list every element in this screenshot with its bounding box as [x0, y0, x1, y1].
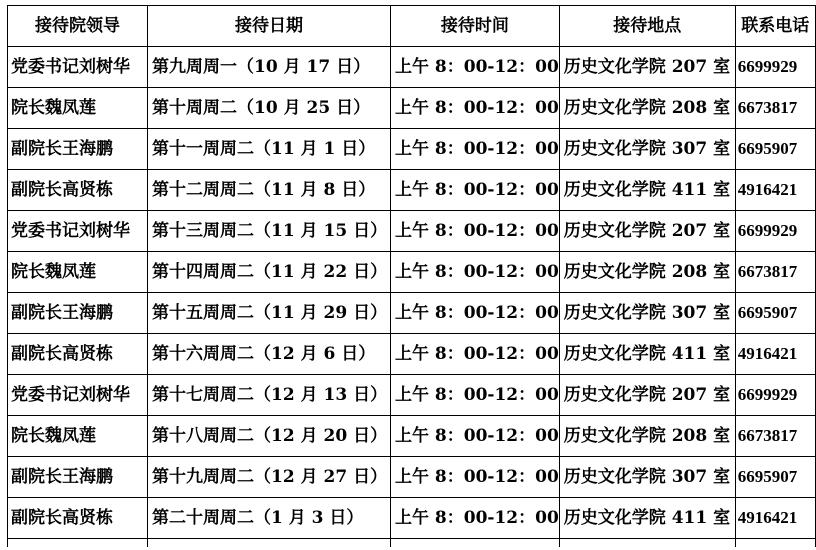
cell-place: 历史文化学院 307 室	[559, 457, 735, 498]
table-row	[8, 498, 816, 539]
cell-phone: 4916421	[735, 498, 815, 539]
cell-time: 上午 8：00-12：00	[391, 416, 560, 457]
header-phone: 联系电话	[735, 6, 815, 47]
cell-place: 历史文化学院 207 室	[559, 211, 735, 252]
cell-leader: 副院长高贤栋	[8, 170, 148, 211]
cell-place: 历史文化学院 307 室	[559, 293, 735, 334]
cell-date: 第十周周二（10 月 25 日）	[148, 88, 391, 129]
cell-date: 第十七周周二（12 月 13 日）	[148, 375, 391, 416]
cell-place: 历史文化学院 411 室	[559, 170, 735, 211]
cell-time: 上午 8：00-12：00	[391, 293, 560, 334]
cell-place: 历史文化学院 411 室	[559, 334, 735, 375]
cutoff-cell	[391, 539, 560, 547]
cell-leader: 副院长高贤栋	[8, 334, 148, 375]
cell-date: 第十九周周二（12 月 27 日）	[148, 457, 391, 498]
cell-phone: 6673817	[735, 88, 815, 129]
cell-leader: 院长魏凤莲	[8, 88, 148, 129]
cell-phone: 6699929	[735, 47, 815, 88]
header-time: 接待时间	[391, 6, 560, 47]
cutoff-cell	[148, 539, 391, 547]
cell-place: 历史文化学院 208 室	[559, 416, 735, 457]
cell-place: 历史文化学院 208 室	[559, 252, 735, 293]
cell-time: 上午 8：00-12：00	[391, 252, 560, 293]
cell-phone: 6695907	[735, 129, 815, 170]
table-row	[8, 252, 816, 293]
cell-date: 第十四周周二（11 月 22 日）	[148, 252, 391, 293]
cell-date: 第十三周周二（11 月 15 日）	[148, 211, 391, 252]
cell-place: 历史文化学院 207 室	[559, 375, 735, 416]
cell-phone: 6695907	[735, 293, 815, 334]
cell-phone: 6673817	[735, 252, 815, 293]
header-row	[8, 6, 816, 47]
cell-phone: 6673817	[735, 416, 815, 457]
cell-leader: 副院长王海鹏	[8, 457, 148, 498]
cell-leader: 党委书记刘树华	[8, 47, 148, 88]
cell-time: 上午 8：00-12：00	[391, 170, 560, 211]
cell-time: 上午 8：00-12：00	[391, 88, 560, 129]
cell-date: 第十二周周二（11 月 8 日）	[148, 170, 391, 211]
table-row	[8, 416, 816, 457]
cell-place: 历史文化学院 307 室	[559, 129, 735, 170]
cell-time: 上午 8：00-12：00	[391, 498, 560, 539]
cell-place: 历史文化学院 208 室	[559, 88, 735, 129]
table-row	[8, 334, 816, 375]
cell-time: 上午 8：00-12：00	[391, 47, 560, 88]
cell-time: 上午 8：00-12：00	[391, 334, 560, 375]
cell-date: 第二十周周二（1 月 3 日）	[148, 498, 391, 539]
cell-date: 第十六周周二（12 月 6 日）	[148, 334, 391, 375]
cell-date: 第十八周周二（12 月 20 日）	[148, 416, 391, 457]
header-place: 接待地点	[559, 6, 735, 47]
cell-place: 历史文化学院 207 室	[559, 47, 735, 88]
header-leader: 接待院领导	[8, 6, 148, 47]
table-row	[8, 170, 816, 211]
cell-date: 第十五周周二（11 月 29 日）	[148, 293, 391, 334]
table-row	[8, 47, 816, 88]
cell-place: 历史文化学院 411 室	[559, 498, 735, 539]
cell-phone: 6695907	[735, 457, 815, 498]
cutoff-cell	[735, 539, 815, 547]
cutoff-cell	[8, 539, 148, 547]
cutoff-cell	[559, 539, 735, 547]
table-row	[8, 129, 816, 170]
cell-leader: 副院长王海鹏	[8, 293, 148, 334]
cell-leader: 党委书记刘树华	[8, 375, 148, 416]
cell-phone: 6699929	[735, 211, 815, 252]
table-row-cutoff	[8, 539, 816, 547]
cell-date: 第十一周周二（11 月 1 日）	[148, 129, 391, 170]
cell-time: 上午 8：00-12：00	[391, 375, 560, 416]
cell-date: 第九周周一（10 月 17 日）	[148, 47, 391, 88]
cell-time: 上午 8：00-12：00	[391, 211, 560, 252]
table-row	[8, 211, 816, 252]
cell-leader: 副院长高贤栋	[8, 498, 148, 539]
cell-phone: 4916421	[735, 170, 815, 211]
table-row	[8, 88, 816, 129]
reception-schedule-table	[7, 5, 816, 547]
cell-leader: 院长魏凤莲	[8, 252, 148, 293]
cell-leader: 院长魏凤莲	[8, 416, 148, 457]
cell-time: 上午 8：00-12：00	[391, 457, 560, 498]
header-date: 接待日期	[148, 6, 391, 47]
table-row	[8, 457, 816, 498]
cell-phone: 4916421	[735, 334, 815, 375]
cell-phone: 6699929	[735, 375, 815, 416]
cell-time: 上午 8：00-12：00	[391, 129, 560, 170]
cell-leader: 副院长王海鹏	[8, 129, 148, 170]
table-row	[8, 293, 816, 334]
table-row	[8, 375, 816, 416]
cell-leader: 党委书记刘树华	[8, 211, 148, 252]
